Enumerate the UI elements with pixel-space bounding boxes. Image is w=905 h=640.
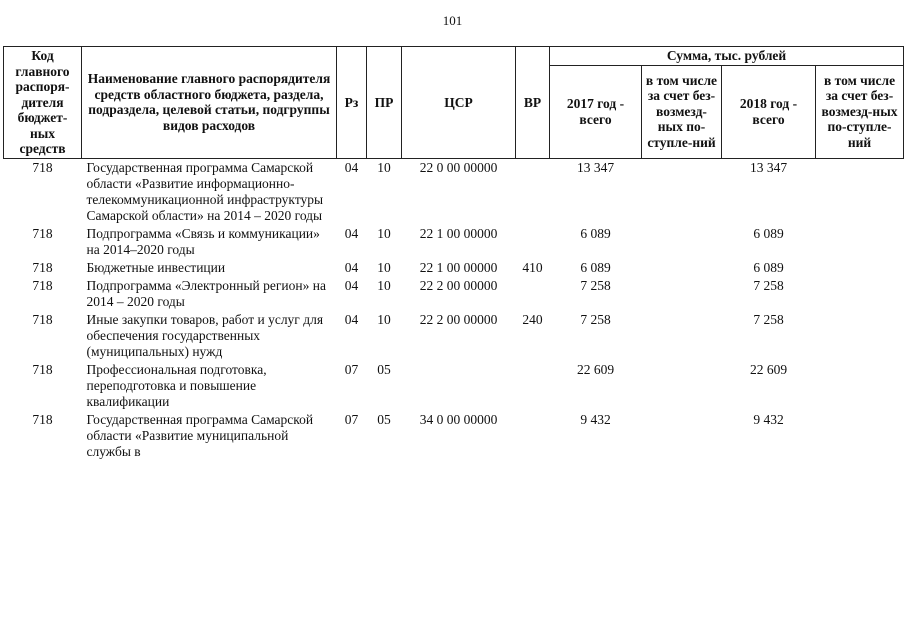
cell-rz: 04 bbox=[344, 159, 359, 175]
cell-free-2017 bbox=[642, 312, 722, 362]
cell-csr: 22 0 00 00000 bbox=[419, 159, 498, 175]
cell-name: Бюджетные инвестиции bbox=[86, 259, 226, 275]
cell-csr: 22 2 00 00000 bbox=[419, 277, 498, 293]
cell-code: 718 bbox=[32, 259, 53, 275]
header-total-2018: 2018 год - всего bbox=[722, 65, 816, 158]
cell-pr: 10 bbox=[377, 259, 391, 275]
cell-free-2018 bbox=[816, 312, 904, 362]
cell-total-2018: 6 089 bbox=[753, 259, 784, 275]
cell-vr bbox=[516, 362, 550, 412]
cell-free-2018 bbox=[816, 158, 904, 226]
header-csr: ЦСР bbox=[402, 47, 516, 159]
cell-total-2017: 7 258 bbox=[580, 311, 611, 327]
cell-rz: 04 bbox=[344, 277, 359, 293]
cell-vr bbox=[516, 412, 550, 462]
cell-code: 718 bbox=[32, 277, 53, 293]
header-pr: ПР bbox=[367, 47, 402, 159]
cell-code: 718 bbox=[32, 225, 53, 241]
cell-name: Иные закупки товаров, работ и услуг для обеспечения государственных (муниципальных) нужд bbox=[86, 311, 324, 359]
cell-total-2018: 7 258 bbox=[753, 277, 784, 293]
header-free-2017: в том числе за счет без-возмезд-ных по-ступле-ний bbox=[642, 65, 722, 158]
cell-rz: 07 bbox=[344, 361, 359, 377]
budget-table bbox=[3, 46, 904, 462]
cell-total-2018: 13 347 bbox=[749, 159, 788, 175]
table-row bbox=[4, 226, 904, 260]
table-row bbox=[4, 278, 904, 312]
cell-pr: 10 bbox=[377, 159, 391, 175]
cell-free-2017 bbox=[642, 226, 722, 260]
cell-rz: 07 bbox=[344, 411, 359, 427]
cell-rz: 04 bbox=[344, 259, 359, 275]
cell-total-2017: 22 609 bbox=[576, 361, 615, 377]
cell-pr: 10 bbox=[377, 311, 391, 327]
page-number: 101 bbox=[442, 13, 463, 28]
cell-pr: 10 bbox=[377, 225, 391, 241]
cell-rz: 04 bbox=[344, 225, 359, 241]
header-vr: ВР bbox=[516, 47, 550, 159]
table-row bbox=[4, 362, 904, 412]
cell-csr bbox=[402, 362, 516, 412]
header-rz: Рз bbox=[337, 47, 367, 159]
table-row bbox=[4, 412, 904, 462]
cell-csr: 34 0 00 00000 bbox=[419, 411, 498, 427]
cell-free-2018 bbox=[816, 260, 904, 278]
cell-total-2017: 9 432 bbox=[580, 411, 611, 427]
cell-free-2018 bbox=[816, 362, 904, 412]
cell-csr: 22 1 00 00000 bbox=[419, 225, 498, 241]
cell-free-2018 bbox=[816, 278, 904, 312]
cell-pr: 10 bbox=[377, 277, 391, 293]
cell-csr: 22 2 00 00000 bbox=[419, 311, 498, 327]
header-total-2017: 2017 год - всего bbox=[550, 65, 642, 158]
cell-total-2018: 7 258 bbox=[753, 311, 784, 327]
cell-rz: 04 bbox=[344, 311, 359, 327]
cell-free-2017 bbox=[642, 412, 722, 462]
cell-vr bbox=[516, 158, 550, 226]
cell-vr: 410 bbox=[522, 259, 543, 275]
table-row bbox=[4, 312, 904, 362]
cell-free-2017 bbox=[642, 362, 722, 412]
cell-name: Подпрограмма «Электронный регион» на 2014 – 2020 годы bbox=[86, 277, 326, 309]
cell-total-2017: 6 089 bbox=[580, 225, 611, 241]
cell-name: Профессиональная подготовка, переподготовка и повышение квалификации bbox=[86, 361, 267, 409]
cell-code: 718 bbox=[32, 411, 53, 427]
cell-vr: 240 bbox=[522, 311, 543, 327]
header-free-2018: в том числе за счет без-возмезд-ных по-ступле-ний bbox=[816, 65, 904, 158]
cell-free-2018 bbox=[816, 412, 904, 462]
cell-name: Государственная программа Самарской области «Развитие муниципальной службы в bbox=[86, 411, 314, 459]
cell-free-2018 bbox=[816, 226, 904, 260]
cell-code: 718 bbox=[32, 311, 53, 327]
table-row bbox=[4, 158, 904, 226]
header-name: Наименование главного распорядителя средств областного бюджета, раздела, подраздела, целевой статьи, подгруппы видов расходов bbox=[82, 47, 337, 159]
cell-total-2018: 9 432 bbox=[753, 411, 784, 427]
cell-vr bbox=[516, 278, 550, 312]
cell-pr: 05 bbox=[377, 361, 391, 377]
cell-vr bbox=[516, 226, 550, 260]
cell-total-2018: 22 609 bbox=[749, 361, 788, 377]
cell-total-2017: 7 258 bbox=[580, 277, 611, 293]
table-row bbox=[4, 260, 904, 278]
cell-total-2017: 6 089 bbox=[580, 259, 611, 275]
cell-total-2018: 6 089 bbox=[753, 225, 784, 241]
cell-code: 718 bbox=[32, 361, 53, 377]
table-header bbox=[4, 47, 904, 159]
table-body bbox=[4, 158, 904, 462]
cell-pr: 05 bbox=[377, 411, 391, 427]
header-sum-group: Сумма, тыс. рублей bbox=[550, 47, 904, 66]
cell-name: Государственная программа Самарской области «Развитие информационно-телекоммуникационной инфраструктуры Самарской области» на 2014 – 2020 годы bbox=[86, 159, 324, 223]
cell-free-2017 bbox=[642, 260, 722, 278]
cell-total-2017: 13 347 bbox=[576, 159, 615, 175]
cell-free-2017 bbox=[642, 158, 722, 226]
header-code: Код главного распоря-дителя бюджет-ных средств bbox=[4, 47, 82, 159]
cell-code: 718 bbox=[32, 159, 53, 175]
cell-name: Подпрограмма «Связь и коммуникации» на 2014–2020 годы bbox=[86, 225, 320, 257]
cell-csr: 22 1 00 00000 bbox=[419, 259, 498, 275]
cell-free-2017 bbox=[642, 278, 722, 312]
